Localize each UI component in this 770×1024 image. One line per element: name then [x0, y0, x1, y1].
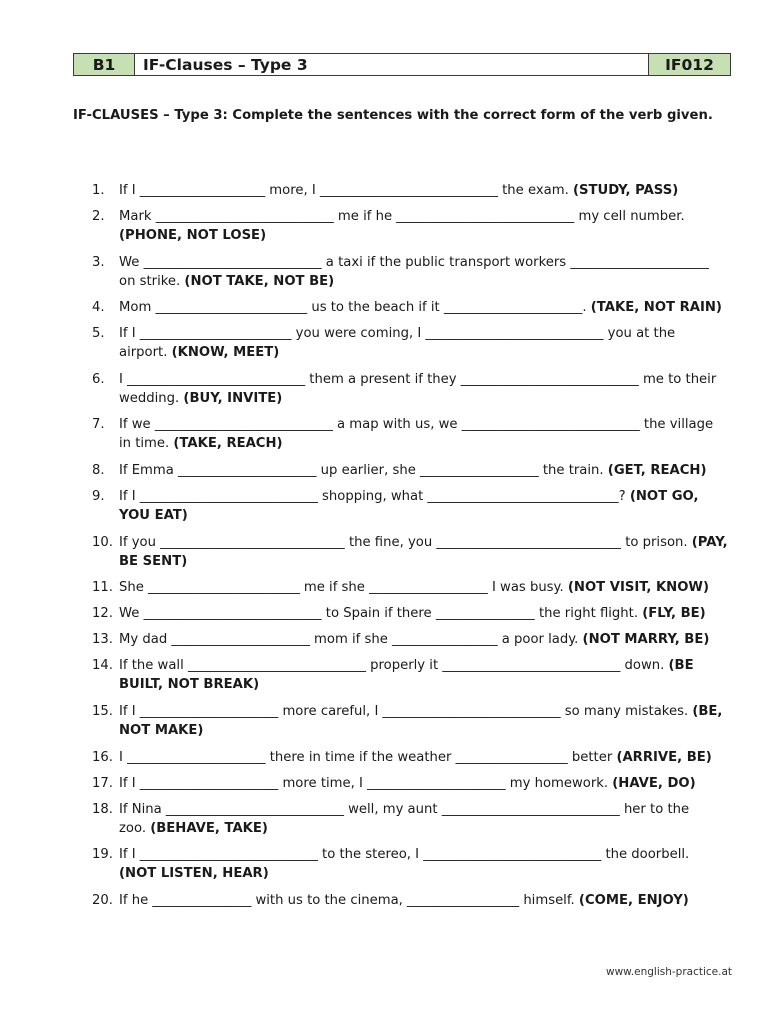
worksheet-code: IF012 — [649, 54, 730, 75]
item-text — [119, 415, 734, 453]
item-line — [119, 487, 734, 506]
verb-hint: (BE, — [692, 704, 723, 719]
item-number: 12. — [92, 606, 113, 621]
item-line — [119, 845, 734, 864]
verb-hint: (GET, REACH) — [607, 463, 707, 478]
item-line — [119, 819, 734, 838]
item-line — [119, 748, 734, 767]
item-number: 16. — [92, 750, 113, 765]
sentence-text: If we ___________________________ a map with us, we ___________________________ the village — [119, 417, 714, 432]
verb-hint: (FLY, BE) — [642, 606, 706, 621]
sentence-text: in time. — [119, 436, 174, 451]
item-line — [119, 630, 734, 649]
item-text — [119, 298, 734, 317]
verb-hint: (NOT TAKE, NOT BE) — [184, 274, 335, 289]
item-number: 19. — [92, 847, 113, 862]
level-badge: B1 — [74, 54, 135, 75]
item-number: 20. — [92, 893, 113, 908]
sentence-text: wedding. — [119, 391, 184, 406]
verb-hint: (BEHAVE, TAKE) — [150, 821, 268, 836]
item-text — [119, 207, 734, 245]
item-number: 18. — [92, 802, 113, 817]
item-line — [119, 675, 734, 694]
verb-hint: (NOT MARRY, BE) — [582, 632, 710, 647]
footer-url: www.english-practice.at — [605, 966, 732, 978]
item-line — [119, 298, 734, 317]
sentence-text: If I _______________________ you were coming, I ___________________________ you at the — [119, 326, 676, 341]
sentence-text: If he _______________ with us to the cinema, _________________ himself. — [119, 893, 579, 908]
verb-hint: BE SENT) — [119, 554, 188, 569]
item-number: 1. — [92, 183, 105, 198]
item-line — [119, 721, 734, 740]
sentence-text: airport. — [119, 345, 172, 360]
sentence-text: I ___________________________ them a present if they ___________________________ me to their — [119, 372, 717, 387]
sentence-text: If you ____________________________ the fine, you ____________________________ to prison. — [119, 535, 692, 550]
item-line — [119, 207, 734, 226]
instructions: IF-CLAUSES – Type 3: Complete the sentences with the correct form of the verb given. — [73, 108, 713, 123]
item-text — [119, 461, 734, 480]
item-line — [119, 253, 734, 272]
item-text — [119, 487, 734, 525]
item-line — [119, 506, 734, 525]
verb-hint: (COME, ENJOY) — [578, 893, 689, 908]
item-line — [119, 415, 734, 434]
item-text — [119, 891, 734, 910]
sentence-text: If I _____________________ more careful, I ___________________________ so many mistakes. — [119, 704, 693, 719]
item-text — [119, 774, 734, 793]
item-line — [119, 552, 734, 571]
item-number: 13. — [92, 632, 113, 647]
sentence-text: We ___________________________ a taxi if the public transport workers _____________________ — [119, 255, 709, 270]
sentence-text: Mom _______________________ us to the beach if it _____________________. — [119, 300, 591, 315]
item-number: 17. — [92, 776, 113, 791]
item-line — [119, 702, 734, 721]
worksheet-header — [73, 53, 731, 76]
sentence-text: If I ___________________________ shopping, what _____________________________? — [119, 489, 630, 504]
item-number: 15. — [92, 704, 113, 719]
item-line — [119, 324, 734, 343]
item-text — [119, 181, 734, 200]
item-line — [119, 370, 734, 389]
sentence-text: Mark ___________________________ me if he ___________________________ my cell number. — [119, 209, 685, 224]
item-text — [119, 533, 734, 571]
verb-hint: (BUY, INVITE) — [183, 391, 283, 406]
item-line — [119, 578, 734, 597]
item-text — [119, 800, 734, 838]
item-line — [119, 434, 734, 453]
item-text — [119, 370, 734, 408]
item-number: 5. — [92, 326, 105, 341]
item-text — [119, 604, 734, 623]
item-number: 3. — [92, 255, 105, 270]
sentence-text: She _______________________ me if she __________________ I was busy. — [119, 580, 568, 595]
verb-hint: (STUDY, PASS) — [572, 183, 679, 198]
item-line — [119, 891, 734, 910]
item-number: 6. — [92, 372, 105, 387]
verb-hint: (NOT LISTEN, HEAR) — [119, 866, 269, 881]
item-line — [119, 604, 734, 623]
item-line — [119, 461, 734, 480]
sentence-text: My dad _____________________ mom if she ________________ a poor lady. — [119, 632, 583, 647]
item-line — [119, 389, 734, 408]
sentence-text: If I _____________________ more time, I _____________________ my homework. — [119, 776, 613, 791]
verb-hint: BUILT, NOT BREAK) — [119, 677, 260, 692]
item-number: 8. — [92, 463, 105, 478]
verb-hint: (HAVE, DO) — [612, 776, 696, 791]
item-line — [119, 272, 734, 291]
item-number: 10. — [92, 535, 113, 550]
sentence-text: I _____________________ there in time if the weather _________________ better — [119, 750, 617, 765]
item-text — [119, 656, 734, 694]
verb-hint: (PAY, — [691, 535, 728, 550]
item-line — [119, 864, 734, 883]
item-line — [119, 656, 734, 675]
sentence-text: on strike. — [119, 274, 185, 289]
item-text — [119, 253, 734, 291]
item-text — [119, 578, 734, 597]
sentence-text: If I ___________________________ to the stereo, I ___________________________ the doorbell. — [119, 847, 690, 862]
sentence-text: If Emma _____________________ up earlier, she __________________ the train. — [119, 463, 608, 478]
item-line — [119, 343, 734, 362]
item-line — [119, 533, 734, 552]
item-number: 11. — [92, 580, 113, 595]
item-line — [119, 800, 734, 819]
sentence-text: If I ___________________ more, I ___________________________ the exam. — [119, 183, 573, 198]
verb-hint: (TAKE, REACH) — [173, 436, 283, 451]
sentence-text: If the wall ___________________________ properly it ___________________________ down. — [119, 658, 669, 673]
verb-hint: (PHONE, NOT LOSE) — [119, 228, 267, 243]
verb-hint: (KNOW, MEET) — [171, 345, 280, 360]
item-line — [119, 226, 734, 245]
worksheet-title: IF-Clauses – Type 3 — [135, 54, 649, 75]
item-text — [119, 748, 734, 767]
item-text — [119, 324, 734, 362]
verb-hint: (TAKE, NOT RAIN) — [590, 300, 722, 315]
sentence-text: zoo. — [119, 821, 151, 836]
item-line — [119, 181, 734, 200]
item-text — [119, 845, 734, 883]
verb-hint: (BE — [668, 658, 694, 673]
verb-hint: NOT MAKE) — [119, 723, 204, 738]
item-number: 7. — [92, 417, 105, 432]
sentence-text: We ___________________________ to Spain if there _______________ the right flight. — [119, 606, 643, 621]
item-text — [119, 630, 734, 649]
verb-hint: (ARRIVE, BE) — [616, 750, 712, 765]
item-number: 4. — [92, 300, 105, 315]
item-number: 9. — [92, 489, 105, 504]
item-line — [119, 774, 734, 793]
item-number: 14. — [92, 658, 113, 673]
item-number: 2. — [92, 209, 105, 224]
verb-hint: (NOT VISIT, KNOW) — [567, 580, 710, 595]
sentence-text: If Nina ___________________________ well, my aunt ___________________________ her to the — [119, 802, 690, 817]
item-text — [119, 702, 734, 740]
verb-hint: YOU EAT) — [119, 508, 188, 523]
verb-hint: (NOT GO, — [629, 489, 699, 504]
